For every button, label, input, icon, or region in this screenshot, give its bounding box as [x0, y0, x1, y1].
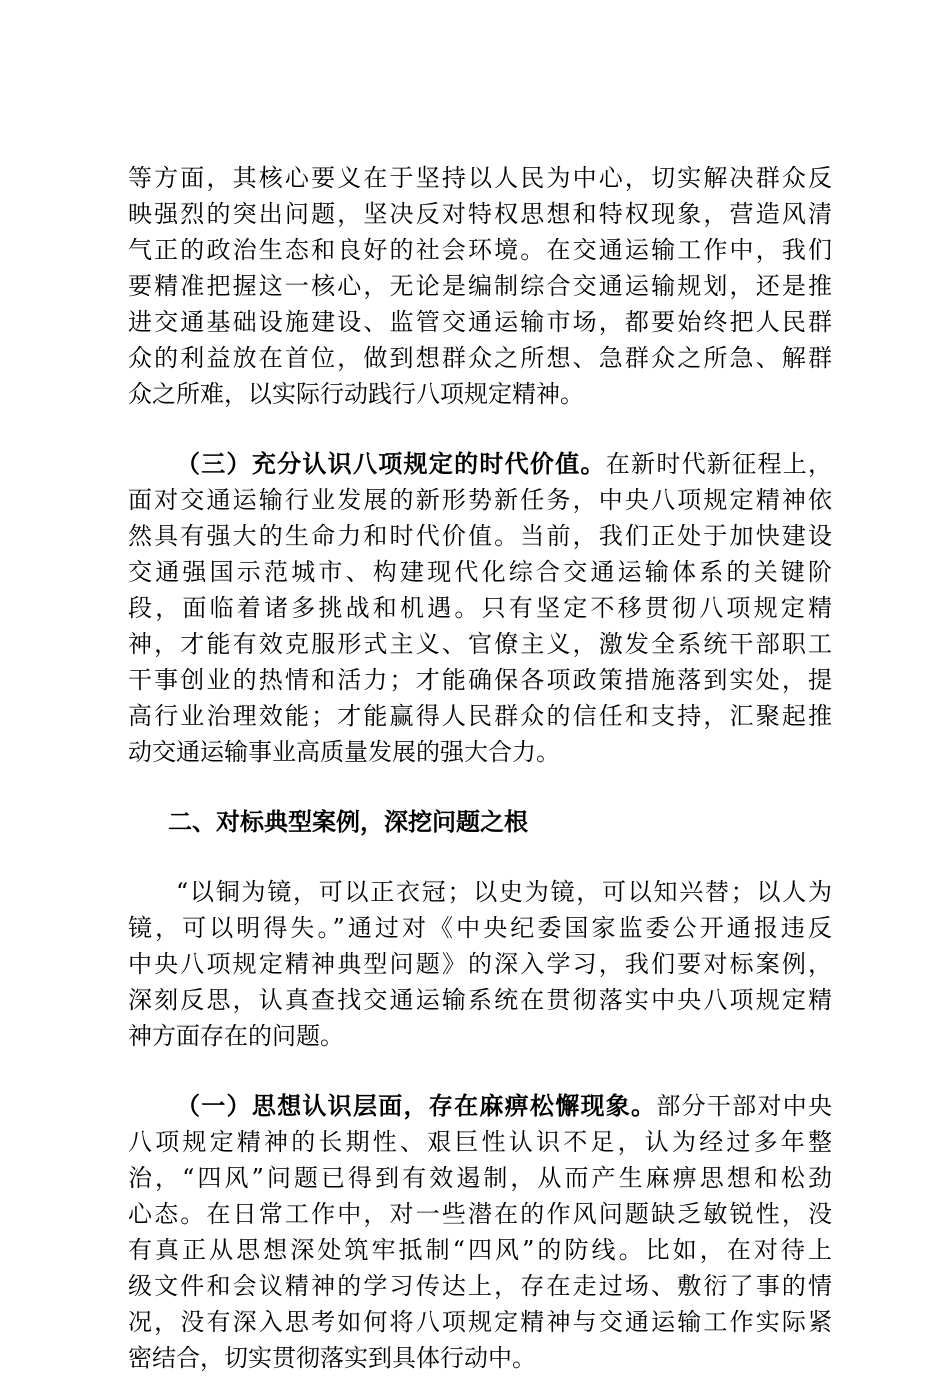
text-line: 动交通运输事业高质量发展的强大合力。: [128, 738, 560, 766]
text-line: 映强烈的突出问题，坚决反对特权思想和特权现象，营造风清: [128, 200, 832, 228]
text-line: 密结合，切实贯彻落实到具体行动中。: [128, 1344, 536, 1372]
text-line: 中央八项规定精神典型问题》的深入学习，我们要对标案例，: [128, 950, 832, 978]
text-line: 治，“四风”问题已得到有效遏制，从而产生麻痹思想和松劲: [128, 1164, 832, 1192]
text-span: 部分干部对中央: [656, 1092, 833, 1120]
text-line: 段，面临着诸多挑战和机遇。只有坚定不移贯彻八项规定精: [128, 594, 832, 622]
text-line: 级文件和会议精神的学习传达上，存在走过场、敷衍了事的情: [128, 1272, 832, 1300]
text-line: 八项规定精神的长期性、艰巨性认识不足，认为经过多年整: [128, 1128, 832, 1156]
text-line: 有真正从思想深处筑牢抵制“四风”的防线。比如，在对待上: [128, 1236, 832, 1264]
text-line: 面对交通运输行业发展的新形势新任务，中央八项规定精神依: [128, 486, 832, 514]
text-line: 镜，可以明得失。”通过对《中央纪委国家监委公开通报违反: [128, 914, 832, 942]
section-subheading: （一）思想认识层面，存在麻痹松懈现象。: [176, 1092, 657, 1120]
text-line: 要精准把握这一核心，无论是编制综合交通运输规划，还是推: [128, 272, 832, 300]
text-span: 在新时代新征程上，: [605, 450, 833, 478]
text-line: 然具有强大的生命力和时代价值。当前，我们正处于加快建设: [128, 522, 832, 550]
text-line: [128, 1088, 832, 1124]
text-line: “以铜为镜，可以正衣冠；以史为镜，可以知兴替；以人为: [176, 878, 832, 906]
text-line: 况，没有深入思考如何将八项规定精神与交通运输工作实际紧: [128, 1308, 832, 1336]
section-subheading: （三）充分认识八项规定的时代价值。: [176, 450, 606, 478]
text-line: 众的利益放在首位，做到想群众之所想、急群众之所急、解群: [128, 344, 832, 372]
paragraph-era-value: [128, 446, 832, 770]
text-line: 神方面存在的问题。: [128, 1022, 344, 1050]
document-page: [128, 160, 832, 1376]
text-line: 进交通基础设施建设、监管交通运输市场，都要始终把人民群: [128, 308, 832, 336]
text-line: 心态。在日常工作中，对一些潜在的作风问题缺乏敏锐性，没: [128, 1200, 832, 1228]
paragraph-mirror-quote: [128, 874, 832, 1054]
text-line: [128, 446, 832, 482]
paragraph-ideology-issues: [128, 1088, 832, 1376]
text-line: 高行业治理效能；才能赢得人民群众的信任和支持，汇聚起推: [128, 702, 832, 730]
paragraph-core-meaning: [128, 160, 832, 412]
text-line: 气正的政治生态和良好的社会环境。在交通运输工作中，我们: [128, 236, 832, 264]
text-line: 神，才能有效克服形式主义、官僚主义，激发全系统干部职工: [128, 630, 832, 658]
section-heading: 二、对标典型案例，深挖问题之根: [168, 808, 528, 836]
text-line: 众之所难，以实际行动践行八项规定精神。: [128, 380, 584, 408]
text-line: 等方面，其核心要义在于坚持以人民为中心，切实解决群众反: [128, 164, 832, 192]
text-line: 交通强国示范城市、构建现代化综合交通运输体系的关键阶: [128, 558, 832, 586]
text-line: 深刻反思，认真查找交通运输系统在贯彻落实中央八项规定精: [128, 986, 832, 1014]
text-line: 干事创业的热情和活力；才能确保各项政策措施落到实处，提: [128, 666, 832, 694]
